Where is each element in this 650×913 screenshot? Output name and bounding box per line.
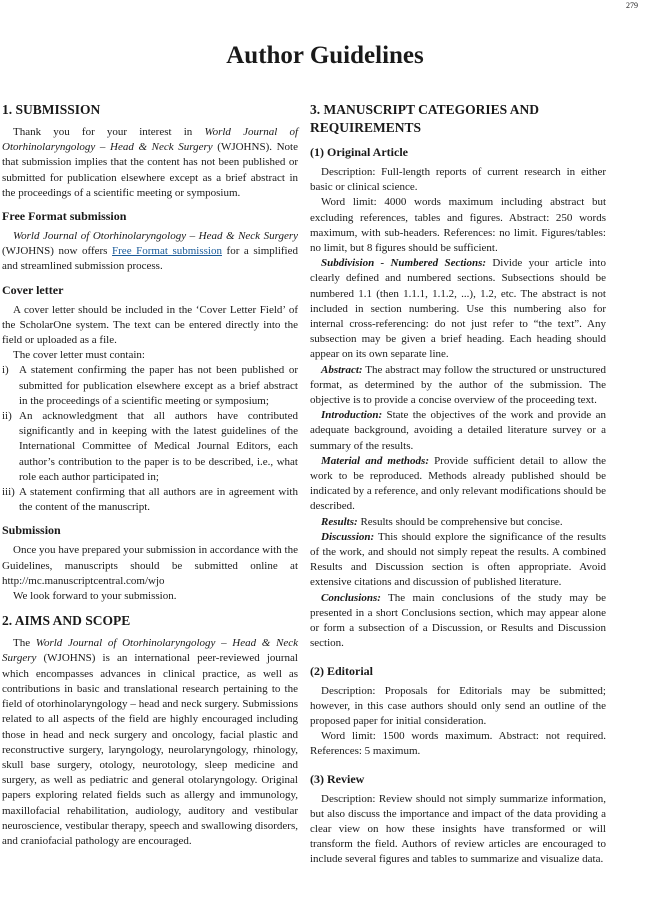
page-number: 279 — [626, 1, 638, 10]
editorial-word-limit: Word limit: 1500 words maximum. Abstract: not required. References: 5 maximum. — [310, 730, 606, 758]
submission-intro: Thank you for your interest in World Journal of Otorhinolaryngology – Head & Neck Surgery (WJOHNS). Note that submission implies that the content has not been published or submitted for publication elsewhere except as a brief abstract in the proceedings of a scientific meeting or symposium. — [2, 126, 299, 199]
cover-letter-list — [2, 363, 298, 515]
journal-name: World Journal of Otorhinolaryngology – Head & Neck Surgery — [2, 637, 298, 665]
list-item: iii) A statement confirming that all authors are in agreement with the content of the manuscript. — [2, 486, 298, 514]
section-categories-heading: 3. MANUSCRIPT CATEGORIES AND REQUIREMENTS — [310, 102, 540, 135]
subdivision-paragraph: Subdivision - Numbered Sections: Divide your article into clearly defined and numbered sections. Subsections should be numbered 1.1 (then 1.1.1, 1.1.2, ...), 1.2, etc. The abstract is not included in section numbering. Use this numbering also for internal cross-referencing: do not just refer to “the text”. Any subsection may be given a brief heading. Each heading should appear on its own separate line. — [310, 257, 606, 361]
aims-paragraph: The World Journal of Otorhinolaryngology – Head & Neck Surgery (WJOHNS) is an international peer-reviewed journal which encompasses advances in clinical practice, as well as contributions in basic and translational research pertaining to the field of otorhinolaryngology – head and neck surgery. Submissions related to all aspects of the field are highly encouraged including those in head and neck surgery and oncology, facial plastic and reconstructive surgery, laryngology, neurolaryngology, rhinology, skull base surgery, otology, neurotology, sleep medicine and surgery, as well as pediatric and general otolaryngology. Original papers exploring related fields such as allergy and immunology, maxillofacial rehabilitation, audiology, auditory and vestibular neuroscience, vestibular therapy, speech and swallowing disorders, and craniofacial pathology are encouraged. — [2, 637, 298, 847]
review-description: Description: Review should not simply summarize information, but also discuss the importance and impact of the data providing a clear view on how these insights have transformed or will transform the field. Authors of review articles are encouraged to include several figures and tables to summarize and visualize data. — [310, 792, 606, 866]
left-column — [2, 101, 298, 849]
cover-letter-requirements: The cover letter must contain: — [13, 349, 145, 362]
discussion-paragraph: Discussion: This should explore the significance of the results of the work, and should not simply repeat the results. A combined Results and Discussion section is often appropriate. Avoid extensive citations and discussion of published literature. — [310, 530, 606, 589]
cover-letter-paragraph: A cover letter should be included in the ‘Cover Letter Field’ of the ScholarOne system. The text can be entered directly into the field or uploaded as a file. — [2, 303, 298, 347]
submission-heading: Submission — [2, 523, 61, 538]
introduction-paragraph: Introduction: State the objectives of the work and provide an adequate background, avoiding a detailed literature survey or a summary of the results. — [310, 409, 606, 452]
original-article-heading: (1) Original Article — [310, 145, 408, 159]
list-item: ii) An acknowledgment that all authors have contributed significantly and in keeping with the latest guidelines of the International Committee of Medical Journal Editors, each author’s contribution to the paper is to be described, i.e., what role each author participated in; — [2, 410, 298, 483]
right-column — [310, 101, 606, 868]
review-heading: (3) Review — [310, 771, 365, 786]
methods-paragraph: Material and methods: Provide sufficient detail to allow the work to be reproduced. Methods already published should be indicated by a reference, and only relevant modifications should be described. — [310, 454, 606, 513]
original-description: Description: Full-length reports of current research in either basic or clinical science. — [310, 166, 606, 194]
free-format-paragraph: World Journal of Otorhinolaryngology – Head & Neck Surgery (WJOHNS) now offers Free Format submission for a simplified and streamlined submission process. — [2, 230, 298, 273]
abstract-paragraph: Abstract: The abstract may follow the structured or unstructured format, as determined by the author of the submission. The objective is to provide a concise overview of the proceeding text. — [310, 363, 606, 407]
section-aims-heading: 2. AIMS AND SCOPE — [2, 613, 131, 629]
list-item: i) A statement confirming the paper has not been published or submitted for publication elsewhere except as a brief abstract in the proceedings of a scientific meeting or symposium; — [2, 364, 298, 407]
page-title: Author Guidelines — [226, 42, 424, 69]
original-word-limit: Word limit: 4000 words maximum including abstract but excluding references, tables and figures. Abstract: 250 words maximum, with sub-headers. References: no limit. Figures/tables: no limit, but 8 figures should be sufficient. — [310, 196, 606, 255]
results-paragraph: Results: Results should be comprehensive but concise. — [321, 515, 563, 528]
editorial-description: Description: Proposals for Editorials may be submitted; however, in this case authors should only send an outline of the proposed paper for initial consideration. — [310, 684, 606, 727]
closing-line: We look forward to your submission. — [13, 590, 177, 603]
journal-name: World Journal of Otorhinolaryngology – Head & Neck Surgery — [2, 126, 299, 154]
journal-name: World Journal of Otorhinolaryngology – Head & Neck Surgery — [13, 230, 298, 243]
cover-letter-heading: Cover letter — [2, 282, 64, 297]
free-format-heading: Free Format submission — [2, 209, 127, 224]
conclusions-paragraph: Conclusions: The main conclusions of the study may be presented in a short Conclusions section, which may appear alone or form a subsection of a Discussion, or Results and Discussion section. — [310, 591, 606, 650]
submission-paragraph: Once you have prepared your submission in accordance with the Guidelines, manuscripts should be submitted online at http://mc.manuscriptcentral.com/wjo — [2, 544, 298, 587]
section-submission-heading: 1. SUBMISSION — [2, 102, 101, 117]
editorial-heading: (2) Editorial — [310, 663, 373, 678]
free-format-link[interactable]: Free Format submission — [112, 245, 222, 258]
